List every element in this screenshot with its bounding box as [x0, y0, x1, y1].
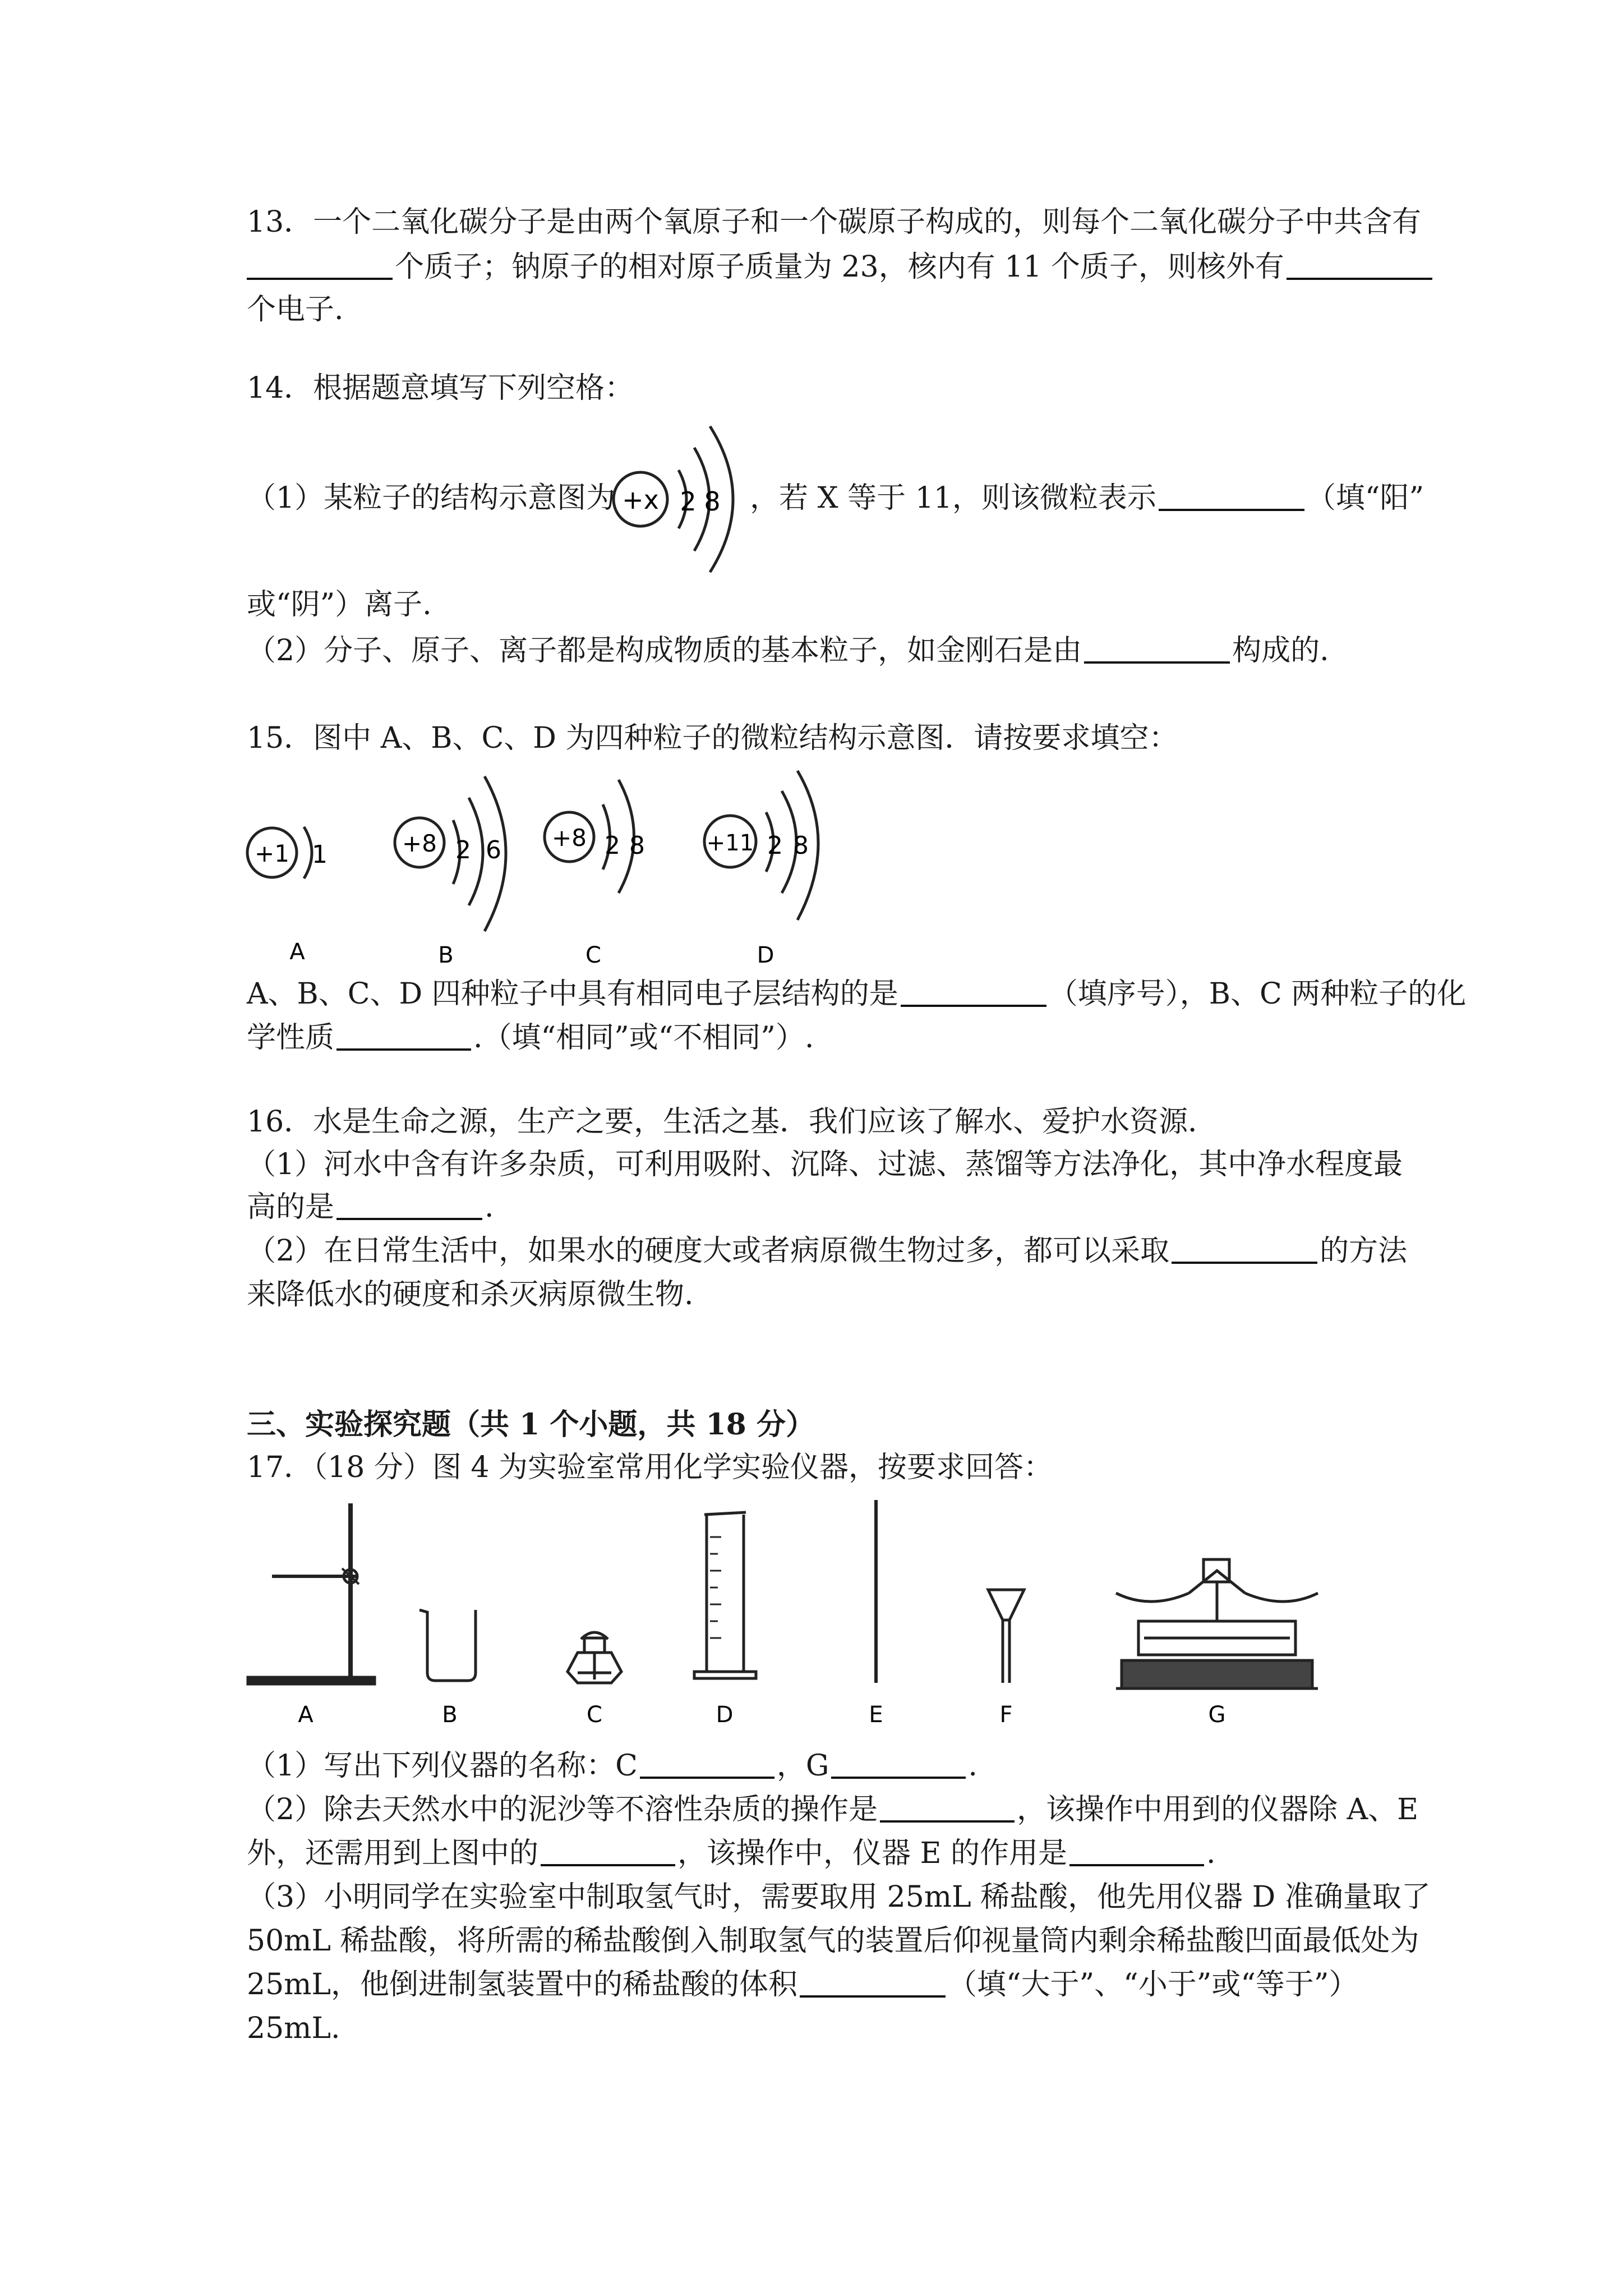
svg-text:2: 2	[767, 831, 783, 860]
svg-text:+1: +1	[255, 840, 289, 867]
q17-p3-line2: 50mL 稀盐酸，将所需的稀盐酸倒入制取氢气的装置后仰视量筒内剩余稀盐酸凹面最低处为	[247, 1924, 1419, 1958]
funnel-F	[988, 1590, 1024, 1683]
svg-text:+11: +11	[706, 830, 754, 856]
q13-line3: 个电子.	[247, 293, 344, 326]
q16-title: 16．水是生命之源，生产之要，生活之基．我们应该了解水、爱护水资源．	[247, 1105, 1218, 1139]
q17-p2-line2: 外，还需用到上图中的 ，该操作中，仪器 E 的作用是 .	[247, 1833, 1216, 1874]
particle-A	[247, 827, 328, 965]
particle-D	[704, 771, 818, 968]
q16-blank-method[interactable]	[1172, 1232, 1317, 1264]
svg-text:C: C	[587, 1702, 602, 1728]
q17-p3-line1: （3）小明同学在实验室中制取氢气时，需要取用 25mL 稀盐酸，他先用仪器 D 准确量取了	[247, 1880, 1431, 1914]
svg-text:E: E	[869, 1702, 883, 1728]
shell-electrons-1: 2	[680, 486, 697, 517]
q13-line1: 13．一个二氧化碳分子是由两个氧原子和一个碳原子构成的，则每个二氧化碳分子中共含有	[247, 205, 1422, 239]
svg-text:D: D	[757, 942, 774, 968]
q17-blank-rod-role[interactable]	[1069, 1835, 1204, 1866]
graduated-cylinder-D	[694, 1512, 756, 1678]
q15-blank-chemical-property[interactable]	[336, 1019, 471, 1051]
q13-line2: 个质子；钠原子的相对原子质量为 23，核内有 11 个质子，则核外有	[247, 247, 1435, 287]
q17-instruments-figure	[241, 1492, 1335, 1733]
particle-B	[395, 776, 506, 968]
svg-text:+8: +8	[402, 830, 437, 857]
q16-p1-line1: （1）河水中含有许多杂质，可利用吸附、沉降、过滤、蒸馏等方法净化，其中净水程度最	[247, 1148, 1403, 1181]
svg-text:2: 2	[455, 836, 471, 864]
q17-p2-line1: （2）除去天然水中的泥沙等不溶性杂质的操作是 ，该操作中用到的仪器除 A、E	[247, 1789, 1418, 1830]
svg-text:F: F	[999, 1702, 1013, 1728]
q17-blank-G-name[interactable]	[831, 1747, 966, 1779]
svg-text:B: B	[442, 1702, 458, 1728]
q17-blank-operation[interactable]	[880, 1791, 1015, 1823]
q15-title: 15．图中 A、B、C、D 为四种粒子的微粒结构示意图．请按要求填空：	[247, 721, 1178, 755]
q17-p1-line: （1）写出下列仪器的名称：C ，G .	[247, 1746, 978, 1786]
q13-blank-protons[interactable]	[247, 249, 393, 280]
svg-text:+8: +8	[552, 824, 587, 852]
q15-particle-diagrams	[241, 769, 886, 970]
beaker-B	[419, 1610, 476, 1681]
svg-text:G: G	[1208, 1702, 1226, 1728]
svg-text:2: 2	[605, 831, 620, 860]
alcohol-lamp-C	[568, 1632, 621, 1683]
q17-p3-line4: 25mL.	[247, 2012, 340, 2045]
q17-blank-C-name[interactable]	[640, 1747, 774, 1779]
svg-text:8: 8	[629, 831, 645, 860]
q17-blank-volume[interactable]	[800, 1966, 946, 1998]
q14-blank-diamond[interactable]	[1084, 632, 1230, 664]
svg-text:C: C	[585, 942, 601, 968]
svg-text:A: A	[289, 939, 305, 965]
nucleus-charge: +x	[622, 485, 659, 515]
q15-blank-same-structure[interactable]	[901, 976, 1046, 1007]
q14-blank-ion[interactable]	[1159, 480, 1304, 511]
q14-title: 14．根据题意填写下列空格：	[247, 371, 634, 405]
section3-heading: 三、实验探究题（共 1 个小题，共 18 分）	[247, 1407, 815, 1442]
q14-p1-line: （1）某粒子的结构示意图为 ，若 X 等于 11，则该微粒表示 （填“阳”	[247, 478, 1424, 518]
q16-p2-line2: 来降低水的硬度和杀灭病原微生物.	[247, 1278, 694, 1312]
svg-text:6: 6	[486, 836, 501, 864]
q17-p3-line3: 25mL，他倒进制氢装置中的稀盐酸的体积 （填“大于”、“小于”或“等于”）	[247, 1964, 1358, 2005]
q17-blank-instruments[interactable]	[541, 1835, 675, 1866]
svg-text:D: D	[716, 1702, 734, 1728]
q14-structure-diagram	[606, 421, 757, 583]
particle-C	[545, 780, 645, 968]
svg-text:A: A	[298, 1702, 313, 1728]
svg-text:1: 1	[312, 840, 328, 869]
q14-p1-line2: 或“阴”）离子.	[247, 588, 432, 622]
q13-blank-electrons[interactable]	[1287, 249, 1432, 280]
q16-p2-line1: （2）在日常生活中，如果水的硬度大或者病原微生物过多，都可以采取 的方法	[247, 1231, 1407, 1271]
q16-blank-purification[interactable]	[336, 1189, 482, 1220]
q15-line2: 学性质 .（填“相同”或“不相同”）.	[247, 1018, 814, 1058]
q17-title: 17．（18 分）图 4 为实验室常用化学实验仪器，按要求回答：	[247, 1451, 1053, 1484]
q15-line1: A、B、C、D 四种粒子中具有相同电子层结构的是 （填序号），B、C 两种粒子的化	[247, 974, 1466, 1014]
q14-p2-line: （2）分子、原子、离子都是构成物质的基本粒子，如金刚石是由 构成的.	[247, 631, 1329, 671]
balance-G	[1116, 1559, 1318, 1688]
shell-electrons-2: 8	[704, 486, 721, 517]
svg-text:8: 8	[793, 831, 809, 860]
q16-p1-line2: 高的是 .	[247, 1187, 494, 1227]
iron-stand-A	[247, 1503, 376, 1685]
svg-text:B: B	[438, 942, 454, 968]
